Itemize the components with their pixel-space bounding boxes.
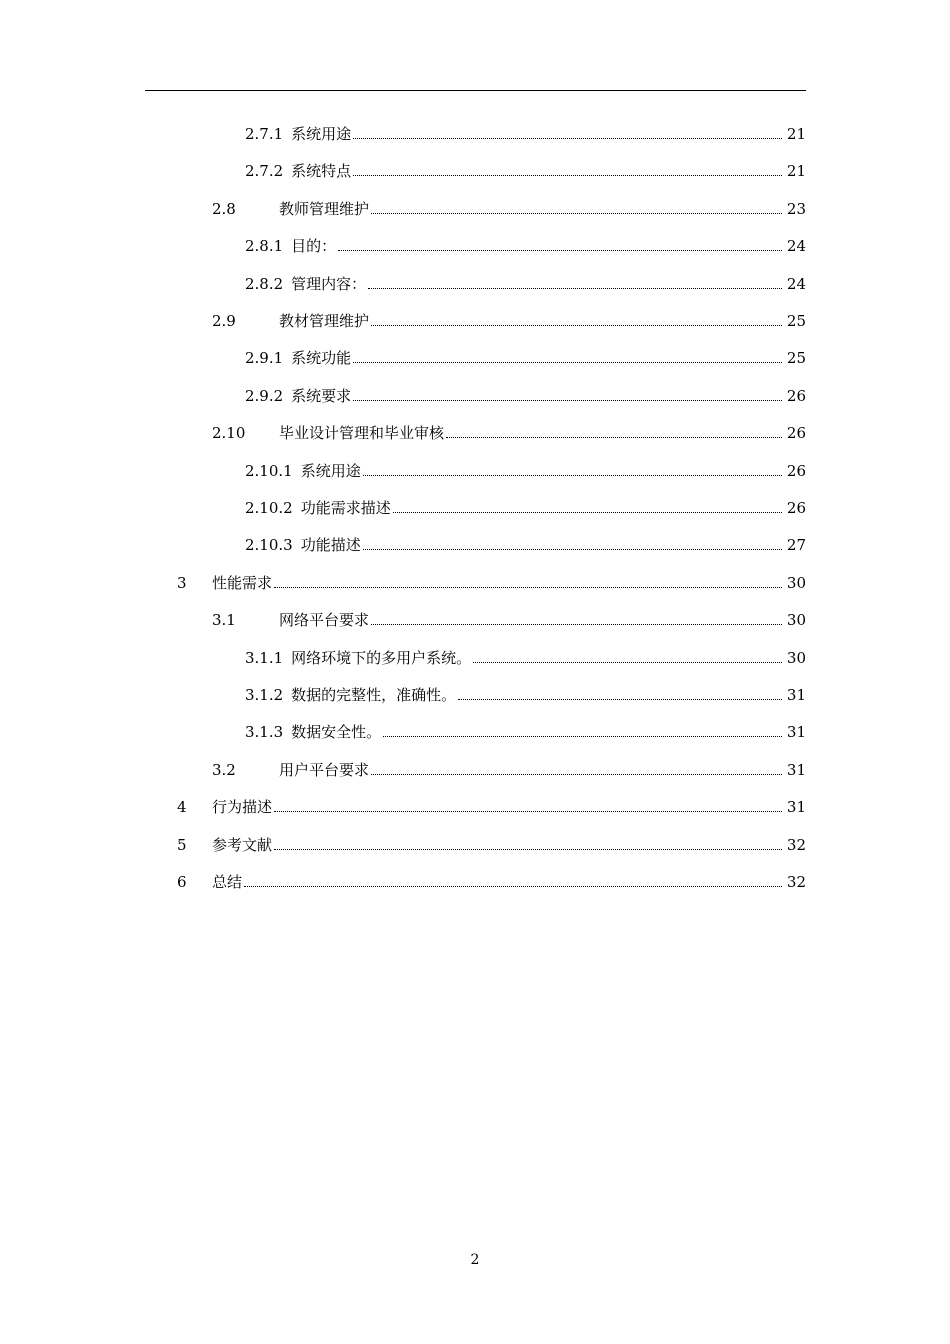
- toc-entry[interactable]: [0, 608, 950, 632]
- toc-entry-number: 3.1.3: [245, 723, 284, 742]
- toc-dot-leader: [368, 288, 782, 289]
- toc-entry-number: 6: [177, 873, 187, 891]
- toc-entry-title: 目的：: [291, 237, 337, 256]
- toc-entry-number: 2.9.1: [245, 349, 284, 368]
- toc-entry[interactable]: [0, 533, 950, 557]
- toc-entry[interactable]: [0, 122, 950, 146]
- toc-dot-leader: [274, 849, 782, 850]
- toc-entry-title: 网络环境下的多用户系统。: [291, 648, 472, 667]
- toc-entry-page: 25: [786, 349, 806, 368]
- toc-dot-leader: [274, 811, 782, 812]
- toc-entry-number: 3.2: [212, 760, 236, 779]
- toc-entry-number: 3.1.1: [245, 648, 284, 667]
- toc-entry-title: 数据安全性。: [291, 723, 382, 742]
- toc-entry-title: 参考文献: [212, 835, 273, 854]
- toc-entry[interactable]: [0, 646, 950, 670]
- toc-entry-page: 21: [786, 125, 806, 143]
- toc-entry-number: 3: [177, 573, 187, 592]
- toc-dot-leader: [353, 362, 782, 363]
- toc-entry-number: 2.8.1: [245, 237, 284, 256]
- toc-dot-leader: [353, 400, 782, 401]
- page-number: 2: [470, 1252, 480, 1268]
- toc-entry-number: 2.8.2: [245, 274, 284, 293]
- toc-entry-number: 2.7.1: [245, 125, 284, 143]
- toc-entry-title: 教材管理维护: [279, 312, 370, 330]
- toc-entry-page: 31: [786, 723, 806, 742]
- toc-entry-number: 2.10.3: [245, 536, 293, 555]
- toc-entry-page: 30: [786, 611, 806, 630]
- toc-entry[interactable]: [0, 234, 950, 258]
- toc-entry[interactable]: [0, 272, 950, 296]
- toc-entry-title: 系统要求: [291, 386, 352, 405]
- toc-entry-number: 2.8: [212, 199, 236, 218]
- toc-entry[interactable]: [0, 159, 950, 183]
- toc-entry-title: 系统用途: [300, 461, 361, 480]
- toc-dot-leader: [353, 175, 782, 176]
- toc-entry-number: 2.7.2: [245, 162, 284, 181]
- toc-dot-leader: [371, 325, 782, 326]
- toc-dot-leader: [383, 736, 782, 737]
- toc-entry-page: 31: [786, 760, 806, 779]
- toc-entry[interactable]: [0, 309, 950, 333]
- toc-entry-title: 功能描述: [300, 536, 361, 555]
- toc-entry-title: 总结: [212, 873, 243, 891]
- toc-entry[interactable]: [0, 197, 950, 221]
- toc-entry-title: 功能需求描述: [300, 499, 391, 517]
- toc-entry[interactable]: [0, 870, 950, 894]
- toc-entry-page: 30: [786, 648, 806, 667]
- toc-dot-leader: [371, 213, 782, 214]
- toc-dot-leader: [363, 549, 782, 550]
- toc-entry[interactable]: [0, 683, 950, 707]
- toc-entry-number: 2.10.2: [245, 499, 293, 517]
- toc-entry-page: 26: [786, 386, 806, 405]
- toc-dot-leader: [371, 624, 782, 625]
- toc-dot-leader: [371, 774, 782, 775]
- toc-entry-page: 31: [786, 686, 806, 704]
- toc-dot-leader: [363, 475, 782, 476]
- toc-entry[interactable]: [0, 720, 950, 744]
- toc-entry[interactable]: [0, 758, 950, 782]
- toc-entry-number: 2.10: [212, 424, 246, 443]
- toc-entry[interactable]: [0, 459, 950, 483]
- toc-entry-page: 21: [786, 162, 806, 181]
- toc-entry-page: 26: [786, 499, 806, 517]
- toc-entry-title: 网络平台要求: [279, 611, 370, 630]
- toc-entry-page: 32: [786, 873, 806, 891]
- toc-entry-page: 30: [786, 573, 806, 592]
- toc-entry-page: 26: [786, 461, 806, 480]
- toc-dot-leader: [353, 138, 782, 139]
- toc-entry-title: 教师管理维护: [279, 199, 370, 218]
- toc-entry-title: 行为描述: [212, 798, 273, 817]
- toc-entry-number: 3.1: [212, 611, 236, 630]
- toc-entry-title: 用户平台要求: [279, 760, 370, 779]
- toc-dot-leader: [473, 662, 782, 663]
- toc-entry-title: 毕业设计管理和毕业审核: [279, 424, 445, 443]
- toc-dot-leader: [338, 250, 782, 251]
- toc-entry-page: 26: [786, 424, 806, 443]
- toc-dot-leader: [446, 437, 782, 438]
- toc-entry-title: 系统用途: [291, 125, 352, 143]
- toc-entry[interactable]: [0, 795, 950, 819]
- toc-entry-number: 4: [177, 798, 187, 817]
- toc-entry-page: 24: [786, 237, 806, 256]
- toc-dot-leader: [393, 512, 782, 513]
- toc-entry-number: 5: [177, 835, 187, 854]
- toc-entry[interactable]: [0, 421, 950, 445]
- toc-entry-title: 管理内容：: [291, 274, 367, 293]
- toc-entry-page: 31: [786, 798, 806, 817]
- toc-entry-title: 性能需求: [212, 573, 273, 592]
- toc-entry[interactable]: [0, 384, 950, 408]
- toc-entry-page: 25: [786, 312, 806, 330]
- toc-entry-page: 24: [786, 274, 806, 293]
- toc-dot-leader: [244, 886, 782, 887]
- toc-entry-number: 2.9.2: [245, 386, 284, 405]
- toc-entry-title: 系统特点: [291, 162, 352, 181]
- toc-entry-page: 27: [786, 536, 806, 555]
- toc-entry-number: 2.10.1: [245, 461, 293, 480]
- toc-entry-number: 3.1.2: [245, 686, 284, 704]
- toc-entry[interactable]: [0, 833, 950, 857]
- toc-entry-title: 数据的完整性，准确性。: [291, 686, 457, 704]
- toc-entry-page: 32: [786, 835, 806, 854]
- toc-entry-title: 系统功能: [291, 349, 352, 368]
- header-rule: [145, 90, 806, 91]
- toc-entry[interactable]: [0, 571, 950, 595]
- toc-entry[interactable]: [0, 496, 950, 520]
- toc-entry-page: 23: [786, 199, 806, 218]
- toc-dot-leader: [458, 699, 782, 700]
- toc-entry-number: 2.9: [212, 312, 236, 330]
- toc-entry[interactable]: [0, 346, 950, 370]
- toc-dot-leader: [274, 587, 782, 588]
